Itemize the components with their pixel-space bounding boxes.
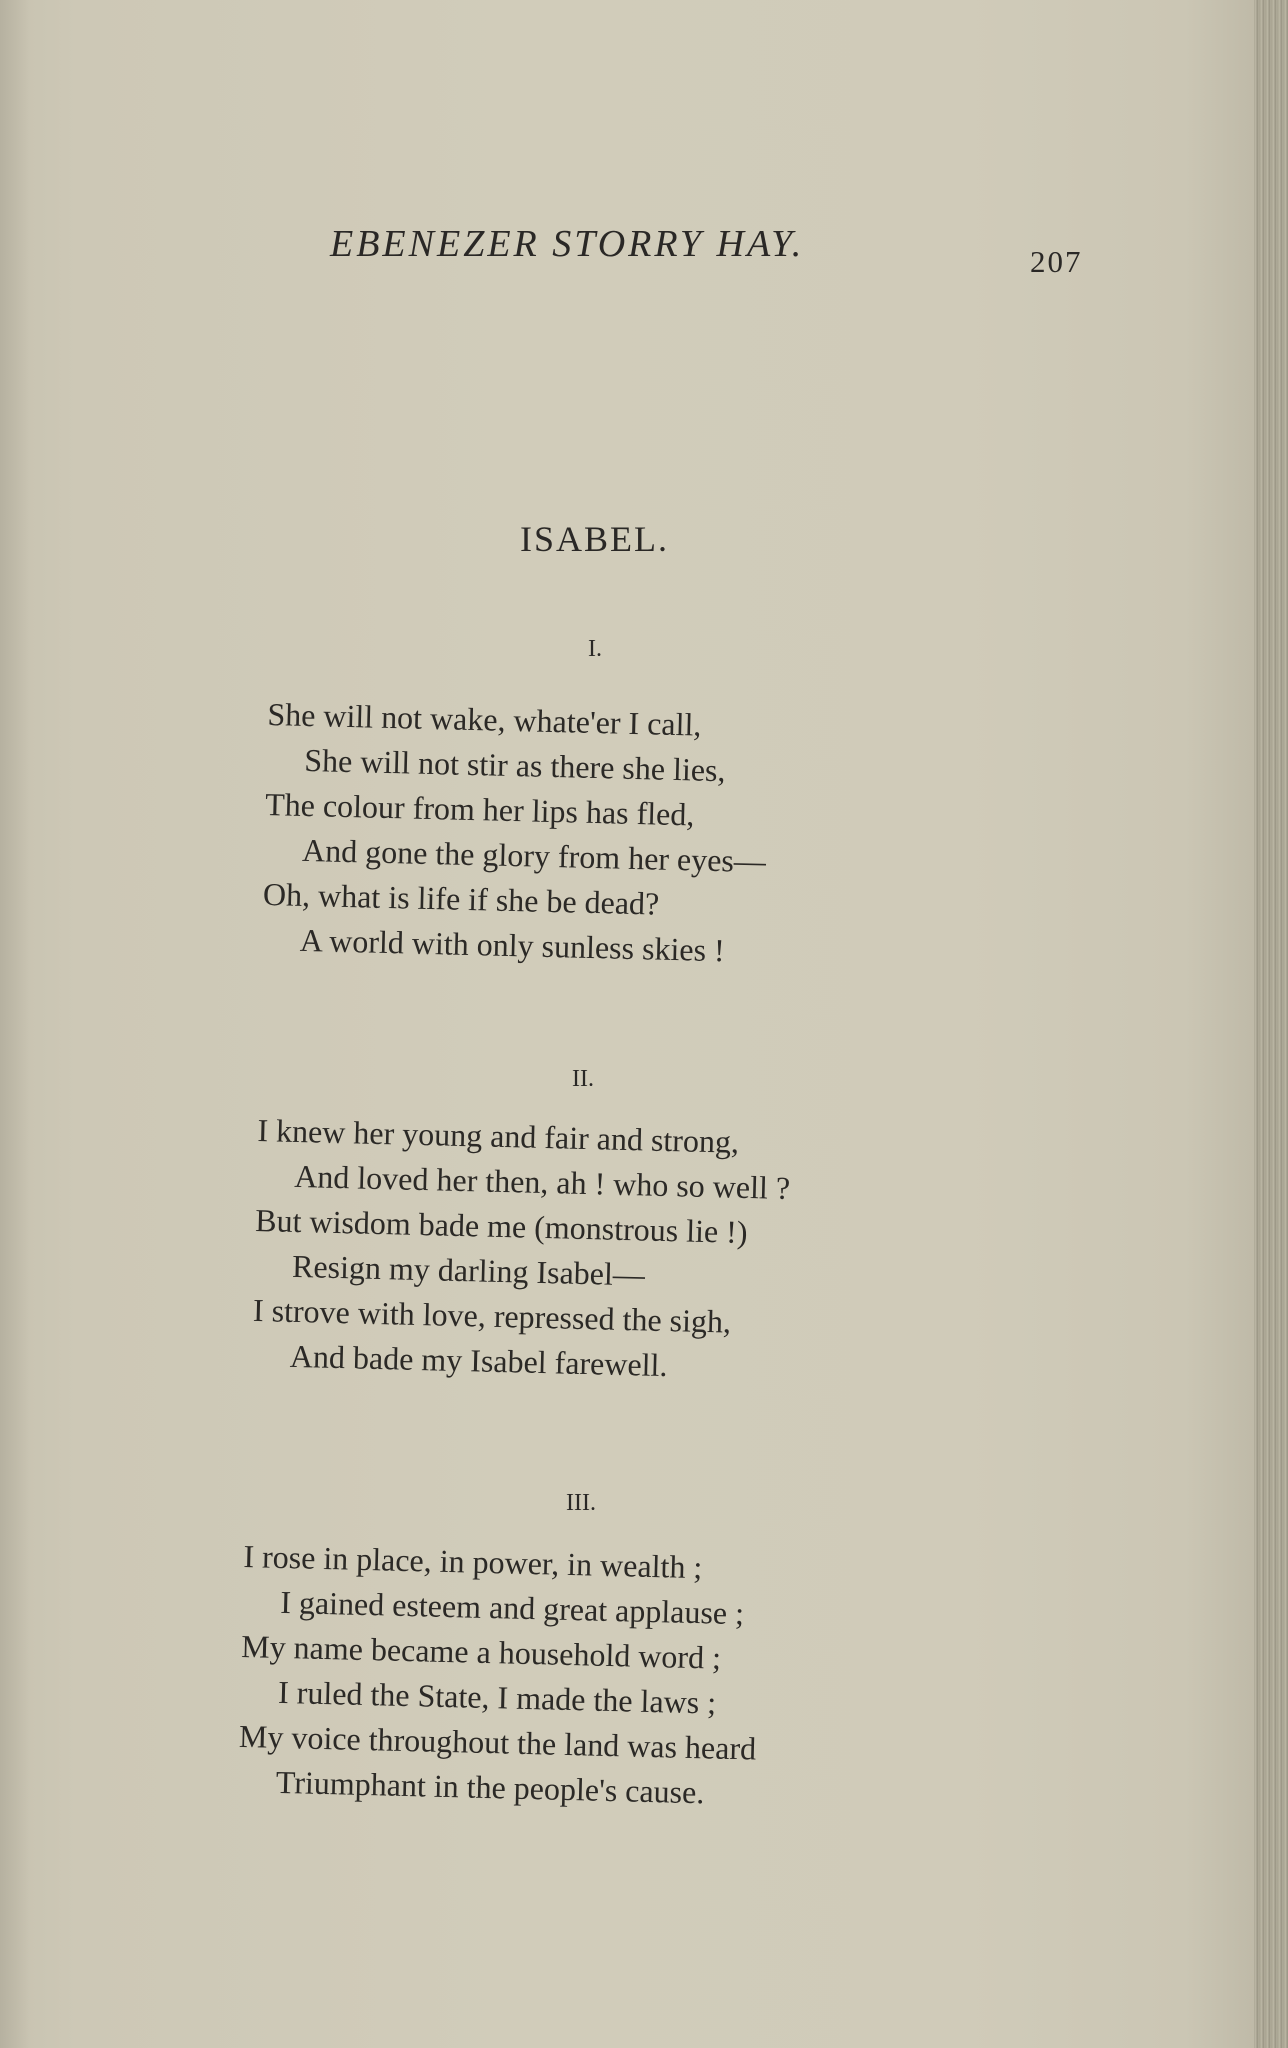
poem-line: A world with only sunless skies ! <box>299 921 726 969</box>
poem-line: I knew her young and fair and strong, <box>257 1111 740 1160</box>
poem-line: Resign my darling Isabel— <box>291 1247 646 1293</box>
poem-line: Oh, what is life if she be dead? <box>262 875 660 922</box>
poem-line: And bade my Isabel farewell. <box>289 1337 668 1384</box>
poem-line: And loved her then, ah ! who so well ? <box>293 1157 791 1207</box>
poem-line: But wisdom bade me (monstrous lie !) <box>254 1201 748 1250</box>
page-number: 207 <box>1030 244 1083 279</box>
section-number: III. <box>566 1490 596 1516</box>
poem-line: My voice throughout the land was heard <box>238 1717 757 1767</box>
stanza <box>237 1534 761 1817</box>
poem-line: She will not wake, whate'er I call, <box>267 695 702 743</box>
section-number: II. <box>572 1066 594 1092</box>
spine-shadow <box>0 0 30 2048</box>
poem-line: My name became a household word ; <box>240 1627 722 1676</box>
page-fore-edge <box>1254 0 1288 2048</box>
poem-line: I gained esteem and great applause ; <box>279 1583 745 1632</box>
section-number: I. <box>588 636 602 662</box>
poem-title: ISABEL. <box>520 519 669 559</box>
running-head: EBENEZER STORRY HAY. <box>330 223 805 265</box>
poem-line: I rose in place, in power, in wealth ; <box>243 1537 703 1586</box>
stanza <box>251 1108 791 1391</box>
poem-line: I strove with love, repressed the sigh, <box>252 1291 732 1340</box>
poem-line: She will not stir as there she lies, <box>303 741 726 789</box>
poem-line: The colour from her lips has fled, <box>264 785 695 833</box>
poem-line: Triumphant in the people's cause. <box>275 1763 705 1811</box>
poem-line: I ruled the State, I made the laws ; <box>277 1673 717 1721</box>
poem-line: And gone the glory from her eyes— <box>301 831 767 880</box>
stanza <box>261 692 769 974</box>
